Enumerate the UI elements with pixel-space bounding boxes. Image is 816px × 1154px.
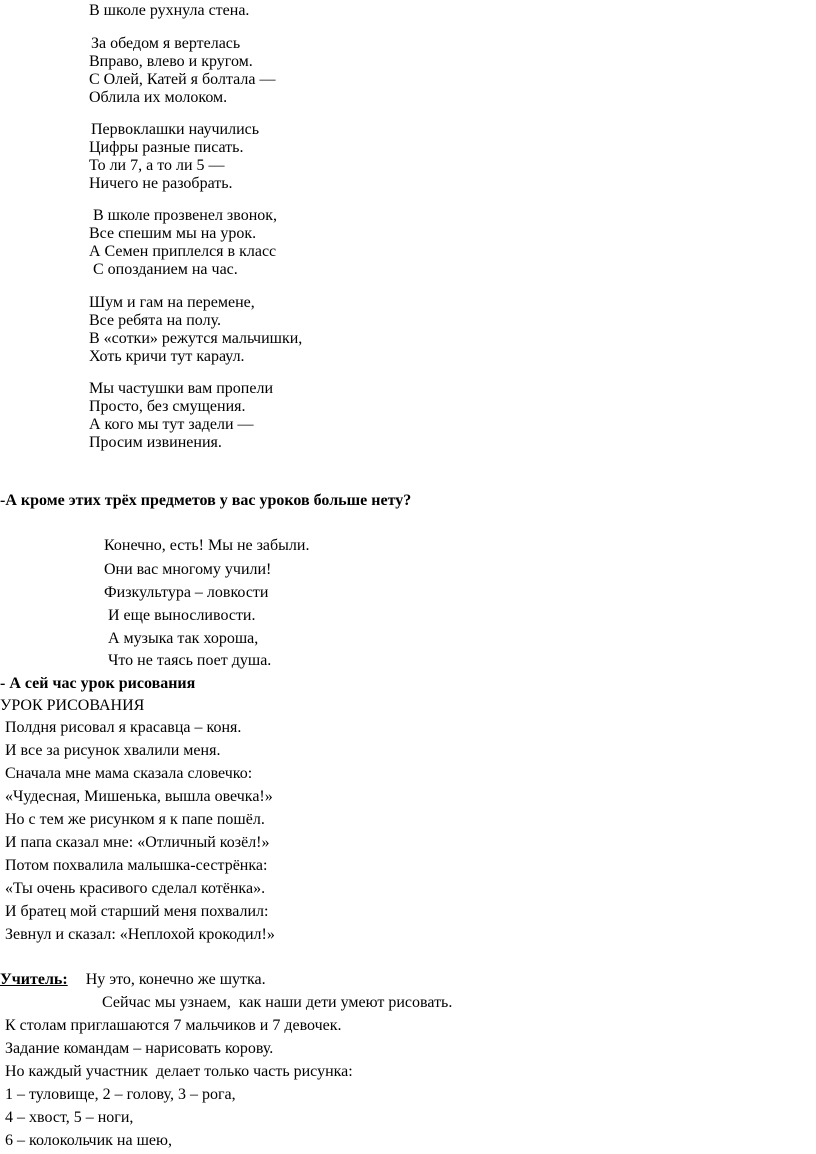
- poem-line: Сначала мне мама сказала словечко:: [5, 765, 253, 782]
- teacher-label: Учитель:: [0, 971, 68, 988]
- poem-line: С Олей, Катей я болтала —: [89, 71, 276, 88]
- poem-line: Все спешим мы на урок.: [89, 225, 257, 242]
- poem-line: Хоть кричи тут караул.: [89, 348, 245, 365]
- poem-line: Что не таясь поет душа.: [108, 652, 272, 669]
- poem-line: В «сотки» режутся мальчишки,: [89, 330, 303, 347]
- poem-line: За обедом я вертелась: [91, 35, 241, 52]
- question-heading: -А кроме этих трёх предметов у вас уроков больше нету?: [0, 492, 412, 509]
- poem-line: А кого мы тут задели —: [89, 416, 254, 433]
- drawing-title: УРОК РИСОВАНИЯ: [0, 697, 145, 714]
- poem-line: В школе рухнула стена.: [89, 2, 250, 19]
- poem-line: «Ты очень красивого сделал котёнка».: [5, 880, 266, 897]
- instruction-line: Но каждый участник делает только часть рисунка:: [5, 1063, 353, 1080]
- poem-line: Полдня рисовал я красавца – коня.: [5, 719, 242, 736]
- poem-line: А музыка так хороша,: [108, 630, 259, 647]
- poem-line: Все ребята на полу.: [89, 312, 221, 329]
- poem-line: И братец мой старший меня похвалил:: [5, 903, 269, 920]
- poem-line: Они вас многому учили!: [104, 561, 272, 578]
- teacher-line-2: Сейчас мы узнаем, как наши дети умеют рисовать.: [102, 994, 453, 1011]
- poem-line: Облила их молоком.: [89, 89, 228, 106]
- poem-line: Просим извинения.: [89, 434, 222, 451]
- teacher-line-1: [0, 969, 266, 991]
- poem-line: Физкультура – ловкости: [104, 584, 269, 601]
- poem-line: Вправо, влево и кругом.: [89, 53, 253, 70]
- poem-line: И еще выносливости.: [108, 607, 256, 624]
- poem-line: «Чудесная, Мишенька, вышла овечка!»: [5, 788, 273, 805]
- poem-line: А Семен приплелся в класс: [89, 243, 277, 260]
- poem-line: И папа сказал мне: «Отличный козёл!»: [5, 834, 270, 851]
- poem-line: Первоклашки научились: [91, 121, 260, 138]
- poem-line: Мы частушки вам пропели: [89, 380, 274, 397]
- teacher-text: Ну это, конечно же шутка.: [85, 971, 266, 988]
- instruction-line: 4 – хвост, 5 – ноги,: [5, 1109, 134, 1126]
- poem-line: И все за рисунок хвалили меня.: [5, 742, 221, 759]
- poem-line: Конечно, есть! Мы не забыли.: [104, 537, 310, 554]
- poem-line: В школе прозвенел звонок,: [93, 207, 278, 224]
- poem-line: Но с тем же рисунком я к папе пошёл.: [5, 811, 265, 828]
- poem-line: Ничего не разобрать.: [89, 175, 233, 192]
- poem-line: Зевнул и сказал: «Неплохой крокодил!»: [5, 926, 275, 943]
- poem-line: Цифры разные писать.: [89, 139, 244, 156]
- poem-line: С опозданием на час.: [93, 261, 238, 278]
- instruction-line: Задание командам – нарисовать корову.: [5, 1040, 274, 1057]
- drawing-intro: - А сей час урок рисования: [0, 675, 196, 692]
- poem-line: Просто, без смущения.: [89, 398, 246, 415]
- instruction-line: К столам приглашаются 7 мальчиков и 7 девочек.: [5, 1017, 342, 1034]
- poem-line: То ли 7, а то ли 5 —: [89, 157, 225, 174]
- poem-line: Потом похвалила малышка-сестрёнка:: [5, 857, 268, 874]
- poem-line: Шум и гам на перемене,: [89, 294, 255, 311]
- instruction-line: 6 – колокольчик на шею,: [5, 1132, 172, 1149]
- instruction-line: 1 – туловище, 2 – голову, 3 – рога,: [5, 1086, 236, 1103]
